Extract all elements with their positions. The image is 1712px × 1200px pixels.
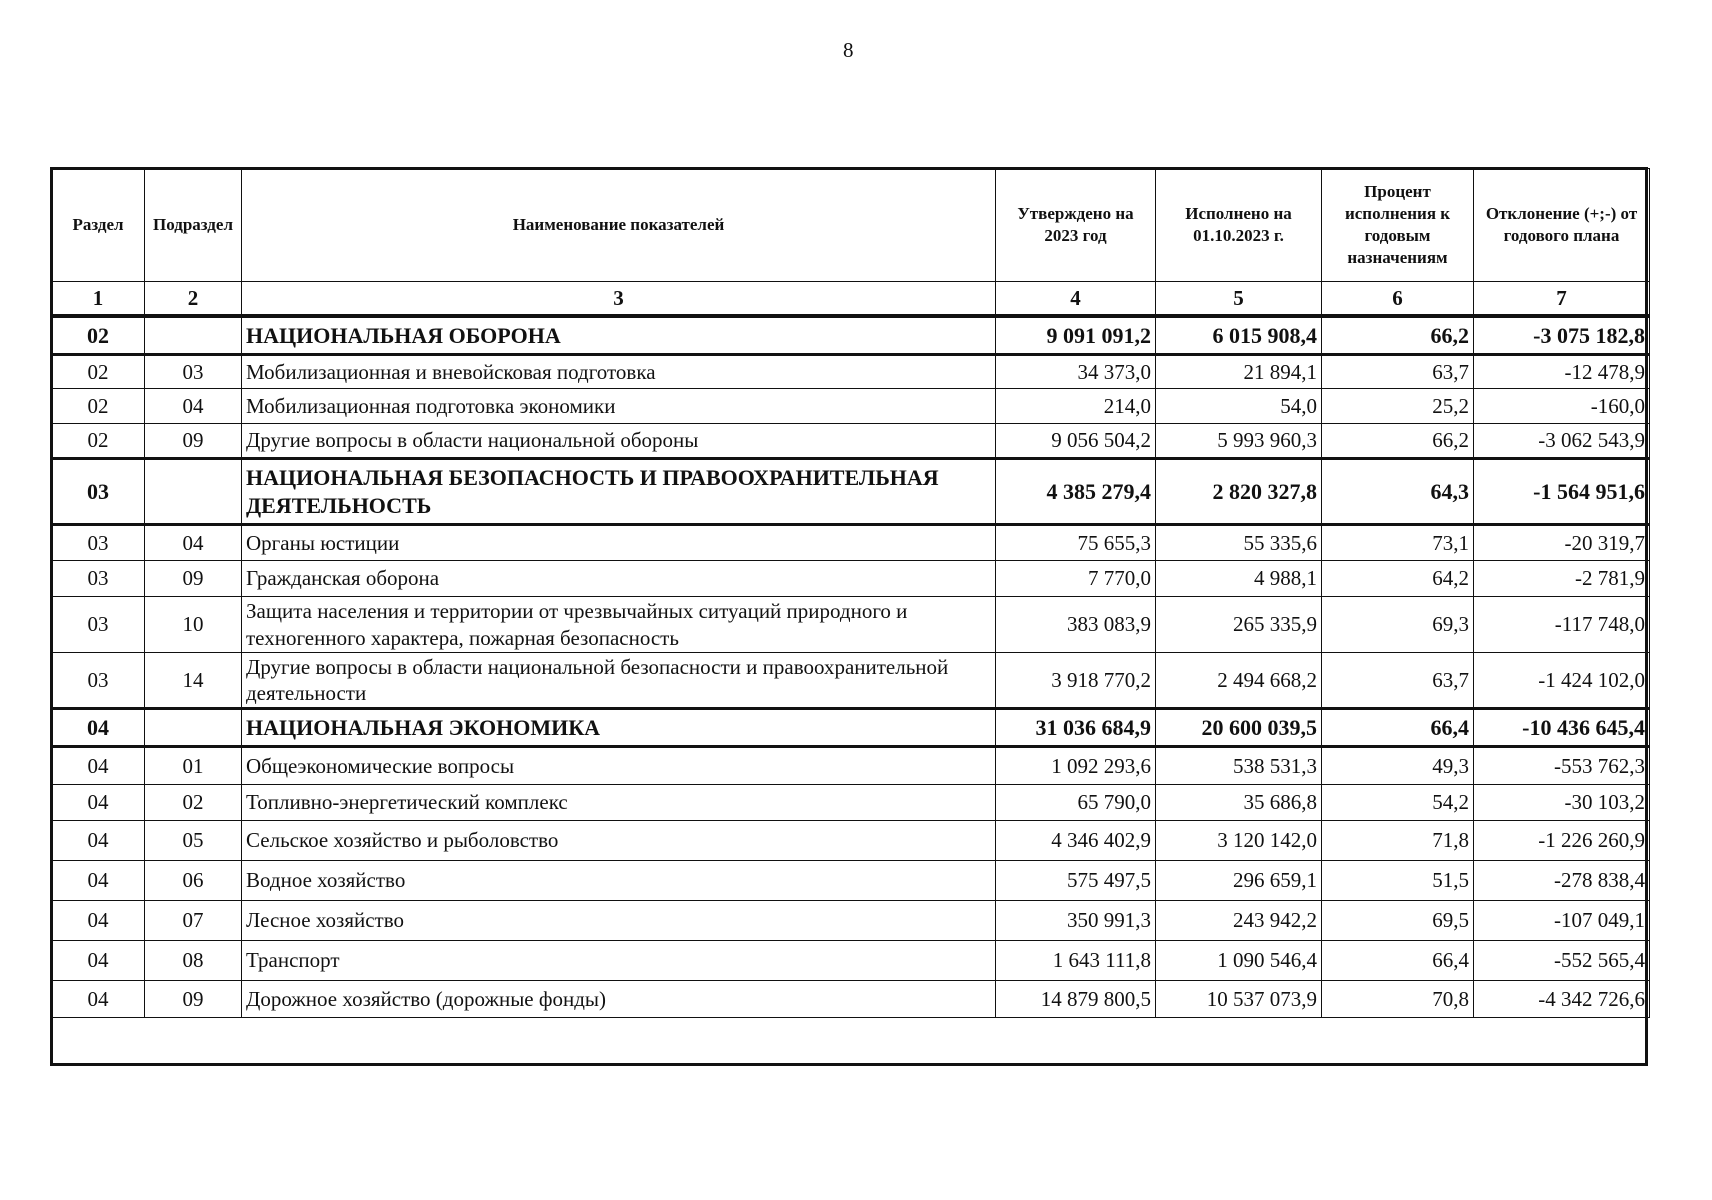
subsection-code-cell: 10 — [145, 597, 242, 653]
deviation-cell: -552 565,4 — [1474, 941, 1650, 981]
header-percent: Процент исполнения к годовым назначениям — [1322, 169, 1474, 282]
subsection-code-cell: 14 — [145, 653, 242, 709]
subsection-code-cell — [145, 316, 242, 355]
indicator-name-cell: Топливно-энергетический комплекс — [242, 785, 996, 821]
executed-amount-cell: 20 600 039,5 — [1156, 709, 1322, 747]
section-code-cell: 03 — [52, 525, 145, 561]
indicator-name-cell: Органы юстиции — [242, 525, 996, 561]
deviation-cell: -2 781,9 — [1474, 561, 1650, 597]
deviation-cell: -3 062 543,9 — [1474, 424, 1650, 459]
table-row — [52, 785, 1650, 821]
approved-amount-cell: 3 918 770,2 — [996, 653, 1156, 709]
subsection-code-cell: 09 — [145, 561, 242, 597]
indicator-name-cell: Водное хозяйство — [242, 861, 996, 901]
table-row — [52, 597, 1650, 653]
percent-cell: 51,5 — [1322, 861, 1474, 901]
percent-cell: 25,2 — [1322, 389, 1474, 424]
section-total-row — [52, 459, 1650, 525]
section-code-cell: 03 — [52, 653, 145, 709]
executed-amount-cell: 21 894,1 — [1156, 355, 1322, 389]
column-number: 5 — [1156, 282, 1322, 316]
subsection-code-cell: 02 — [145, 785, 242, 821]
header-section: Раздел — [52, 169, 145, 282]
percent-cell: 66,4 — [1322, 709, 1474, 747]
section-code-cell: 04 — [52, 981, 145, 1018]
section-code-cell: 02 — [52, 355, 145, 389]
indicator-name-cell: Другие вопросы в области национальной безопасности и правоохранительной деятельности — [242, 653, 996, 709]
approved-amount-cell: 31 036 684,9 — [996, 709, 1156, 747]
column-number: 4 — [996, 282, 1156, 316]
deviation-cell: -12 478,9 — [1474, 355, 1650, 389]
approved-amount-cell: 1 092 293,6 — [996, 747, 1156, 785]
deviation-cell: -107 049,1 — [1474, 901, 1650, 941]
percent-cell: 70,8 — [1322, 981, 1474, 1018]
indicator-name-cell: Сельское хозяйство и рыболовство — [242, 821, 996, 861]
section-total-row — [52, 316, 1650, 355]
section-code-cell: 02 — [52, 389, 145, 424]
section-code-cell: 03 — [52, 597, 145, 653]
indicator-name-cell: Транспорт — [242, 941, 996, 981]
approved-amount-cell: 4 385 279,4 — [996, 459, 1156, 525]
executed-amount-cell: 2 820 327,8 — [1156, 459, 1322, 525]
approved-amount-cell: 1 643 111,8 — [996, 941, 1156, 981]
column-number: 6 — [1322, 282, 1474, 316]
subsection-code-cell: 05 — [145, 821, 242, 861]
percent-cell: 66,4 — [1322, 941, 1474, 981]
section-code-cell: 02 — [52, 316, 145, 355]
section-code-cell: 04 — [52, 861, 145, 901]
executed-amount-cell: 35 686,8 — [1156, 785, 1322, 821]
table-row — [52, 355, 1650, 389]
deviation-cell: -278 838,4 — [1474, 861, 1650, 901]
executed-amount-cell: 5 993 960,3 — [1156, 424, 1322, 459]
section-code-cell: 02 — [52, 424, 145, 459]
subsection-code-cell: 07 — [145, 901, 242, 941]
deviation-cell: -4 342 726,6 — [1474, 981, 1650, 1018]
table-row — [52, 941, 1650, 981]
header-name: Наименование показателей — [242, 169, 996, 282]
executed-amount-cell: 54,0 — [1156, 389, 1322, 424]
deviation-cell: -3 075 182,8 — [1474, 316, 1650, 355]
executed-amount-cell: 3 120 142,0 — [1156, 821, 1322, 861]
column-number-row — [52, 282, 1650, 316]
indicator-name-cell: Общеэкономические вопросы — [242, 747, 996, 785]
header-executed: Исполнено на 01.10.2023 г. — [1156, 169, 1322, 282]
percent-cell: 63,7 — [1322, 355, 1474, 389]
executed-amount-cell: 4 988,1 — [1156, 561, 1322, 597]
percent-cell: 54,2 — [1322, 785, 1474, 821]
section-code-cell: 04 — [52, 821, 145, 861]
percent-cell: 64,2 — [1322, 561, 1474, 597]
approved-amount-cell: 65 790,0 — [996, 785, 1156, 821]
executed-amount-cell: 2 494 668,2 — [1156, 653, 1322, 709]
deviation-cell: -553 762,3 — [1474, 747, 1650, 785]
indicator-name-cell: НАЦИОНАЛЬНАЯ ОБОРОНА — [242, 316, 996, 355]
table-row — [52, 389, 1650, 424]
approved-amount-cell: 4 346 402,9 — [996, 821, 1156, 861]
table-row — [52, 821, 1650, 861]
table-row — [52, 981, 1650, 1018]
page-number: 8 — [843, 38, 854, 62]
indicator-name-cell: Защита населения и территории от чрезвычайных ситуаций природного и техногенного характера, пожарная безопасность — [242, 597, 996, 653]
percent-cell: 64,3 — [1322, 459, 1474, 525]
approved-amount-cell: 7 770,0 — [996, 561, 1156, 597]
subsection-code-cell: 03 — [145, 355, 242, 389]
approved-amount-cell: 9 091 091,2 — [996, 316, 1156, 355]
indicator-name-cell: Мобилизационная подготовка экономики — [242, 389, 996, 424]
deviation-cell: -10 436 645,4 — [1474, 709, 1650, 747]
approved-amount-cell: 575 497,5 — [996, 861, 1156, 901]
indicator-name-cell: НАЦИОНАЛЬНАЯ ЭКОНОМИКА — [242, 709, 996, 747]
column-number: 7 — [1474, 282, 1650, 316]
subsection-code-cell — [145, 709, 242, 747]
executed-amount-cell: 243 942,2 — [1156, 901, 1322, 941]
executed-amount-cell: 6 015 908,4 — [1156, 316, 1322, 355]
percent-cell: 69,3 — [1322, 597, 1474, 653]
table-row — [52, 901, 1650, 941]
subsection-code-cell: 06 — [145, 861, 242, 901]
percent-cell: 63,7 — [1322, 653, 1474, 709]
table-row — [52, 653, 1650, 709]
table-body — [52, 316, 1650, 1018]
approved-amount-cell: 383 083,9 — [996, 597, 1156, 653]
subsection-code-cell: 04 — [145, 525, 242, 561]
budget-execution-table — [51, 168, 1650, 1018]
approved-amount-cell: 14 879 800,5 — [996, 981, 1156, 1018]
header-subsection: Подраздел — [145, 169, 242, 282]
executed-amount-cell: 538 531,3 — [1156, 747, 1322, 785]
deviation-cell: -20 319,7 — [1474, 525, 1650, 561]
executed-amount-cell: 296 659,1 — [1156, 861, 1322, 901]
percent-cell: 71,8 — [1322, 821, 1474, 861]
indicator-name-cell: Мобилизационная и вневойсковая подготовка — [242, 355, 996, 389]
indicator-name-cell: Лесное хозяйство — [242, 901, 996, 941]
deviation-cell: -160,0 — [1474, 389, 1650, 424]
percent-cell: 69,5 — [1322, 901, 1474, 941]
approved-amount-cell: 350 991,3 — [996, 901, 1156, 941]
column-number: 3 — [242, 282, 996, 316]
subsection-code-cell: 09 — [145, 424, 242, 459]
indicator-name-cell: Дорожное хозяйство (дорожные фонды) — [242, 981, 996, 1018]
table-row — [52, 525, 1650, 561]
subsection-code-cell: 01 — [145, 747, 242, 785]
percent-cell: 66,2 — [1322, 316, 1474, 355]
section-code-cell: 04 — [52, 709, 145, 747]
executed-amount-cell: 10 537 073,9 — [1156, 981, 1322, 1018]
header-deviation: Отклонение (+;-) от годового плана — [1474, 169, 1650, 282]
deviation-cell: -30 103,2 — [1474, 785, 1650, 821]
percent-cell: 73,1 — [1322, 525, 1474, 561]
approved-amount-cell: 34 373,0 — [996, 355, 1156, 389]
approved-amount-cell: 214,0 — [996, 389, 1156, 424]
approved-amount-cell: 9 056 504,2 — [996, 424, 1156, 459]
header-approved: Утверждено на 2023 год — [996, 169, 1156, 282]
section-code-cell: 04 — [52, 901, 145, 941]
column-number: 1 — [52, 282, 145, 316]
column-number: 2 — [145, 282, 242, 316]
table-row — [52, 861, 1650, 901]
section-code-cell: 04 — [52, 747, 145, 785]
deviation-cell: -117 748,0 — [1474, 597, 1650, 653]
subsection-code-cell: 08 — [145, 941, 242, 981]
indicator-name-cell: Гражданская оборона — [242, 561, 996, 597]
table-row — [52, 747, 1650, 785]
percent-cell: 66,2 — [1322, 424, 1474, 459]
header-row — [52, 169, 1650, 282]
executed-amount-cell: 55 335,6 — [1156, 525, 1322, 561]
percent-cell: 49,3 — [1322, 747, 1474, 785]
deviation-cell: -1 424 102,0 — [1474, 653, 1650, 709]
section-code-cell: 03 — [52, 459, 145, 525]
subsection-code-cell: 04 — [145, 389, 242, 424]
table-row — [52, 561, 1650, 597]
subsection-code-cell: 09 — [145, 981, 242, 1018]
section-code-cell: 04 — [52, 941, 145, 981]
approved-amount-cell: 75 655,3 — [996, 525, 1156, 561]
indicator-name-cell: Другие вопросы в области национальной обороны — [242, 424, 996, 459]
table-row — [52, 424, 1650, 459]
subsection-code-cell — [145, 459, 242, 525]
indicator-name-cell: НАЦИОНАЛЬНАЯ БЕЗОПАСНОСТЬ И ПРАВООХРАНИТЕЛЬНАЯ ДЕЯТЕЛЬНОСТЬ — [242, 459, 996, 525]
deviation-cell: -1 564 951,6 — [1474, 459, 1650, 525]
executed-amount-cell: 1 090 546,4 — [1156, 941, 1322, 981]
section-code-cell: 04 — [52, 785, 145, 821]
section-code-cell: 03 — [52, 561, 145, 597]
section-total-row — [52, 709, 1650, 747]
executed-amount-cell: 265 335,9 — [1156, 597, 1322, 653]
deviation-cell: -1 226 260,9 — [1474, 821, 1650, 861]
